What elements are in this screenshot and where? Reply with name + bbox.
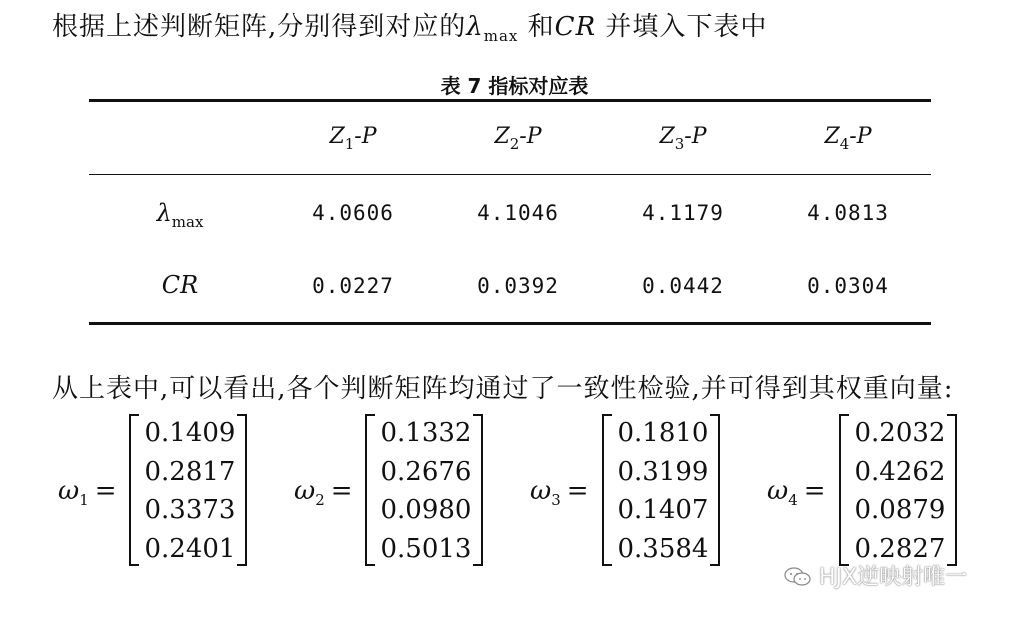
weight-vector-4 [839, 414, 957, 562]
left-bracket [365, 414, 375, 566]
table-bottom-rule [89, 322, 931, 325]
intro-mid: 和 [527, 12, 555, 42]
vector-entry: 0.3584 [617, 533, 709, 564]
vector-entry: 0.1332 [380, 418, 472, 448]
table-cell: 4.0606 [312, 201, 394, 225]
vector-entry: 0.2827 [854, 533, 946, 564]
right-bracket [710, 414, 720, 566]
right-bracket [473, 414, 483, 566]
vector-entry: 0.2676 [380, 456, 472, 487]
right-bracket [947, 414, 957, 566]
table-cell: 0.0392 [477, 274, 559, 298]
table-cell: 4.1179 [642, 201, 724, 225]
weight-vector-3 [602, 414, 720, 562]
table-top-rule [89, 99, 931, 102]
vector-entry: 0.2401 [144, 533, 236, 564]
table-cell: 0.0304 [807, 274, 889, 298]
left-bracket [839, 414, 849, 566]
vector-entry: 0.1409 [144, 418, 236, 448]
weight-vector-2 [365, 414, 483, 562]
vector-entry: 0.2032 [854, 418, 946, 448]
table-mid-rule [89, 174, 931, 175]
right-bracket [237, 414, 247, 566]
vector-entry: 0.2817 [144, 456, 236, 487]
column-header: $Z_2-P$ [494, 124, 542, 153]
vector-entry: 0.3199 [617, 456, 709, 487]
vector-entry: 0.0879 [854, 495, 946, 525]
intro-sentence [52, 6, 767, 45]
intro-prefix: 根据上述判断矩阵,分别得到对应的 [52, 12, 467, 42]
vector-entry: 0.4262 [854, 456, 946, 487]
left-bracket [129, 414, 139, 566]
vector-label: $\omega_3$ = [530, 476, 589, 509]
vector-label: $\omega_4$ = [767, 476, 826, 509]
wechat-icon [783, 566, 813, 588]
watermark-text: HJX逆映射唯一 [819, 565, 968, 590]
vector-entry: 0.0980 [380, 495, 472, 525]
vector-entry: 0.3373 [144, 495, 236, 525]
lambda-subscript: max [483, 27, 519, 45]
vector-entry: 0.1810 [617, 418, 709, 448]
vector-label: $\omega_2$ = [294, 476, 353, 509]
vector-entry: 0.5013 [380, 533, 472, 564]
table-cell: 0.0227 [312, 274, 394, 298]
table-caption: 表 7 指标对应表 [440, 74, 589, 98]
column-header: $Z_3-P$ [659, 124, 707, 153]
cr-symbol: CR [554, 12, 597, 42]
row-header-cr: CR [161, 271, 199, 299]
table-cell: 4.1046 [477, 201, 559, 225]
weight-vector-1 [129, 414, 247, 562]
intro-suffix: 并填入下表中 [605, 12, 768, 42]
vector-label: $\omega_1$ = [58, 476, 117, 509]
left-bracket [602, 414, 612, 566]
lambda-symbol: λ [466, 12, 484, 42]
table-cell: 0.0442 [642, 274, 724, 298]
vector-entry: 0.1407 [617, 495, 709, 525]
table-cell: 4.0813 [807, 201, 889, 225]
row-header-lambda: $\lambda_{max}$ [156, 199, 204, 231]
conclusion-sentence: 从上表中,可以看出,各个判断矩阵均通过了一致性检验,并可得到其权重向量: [52, 374, 954, 404]
column-header: $Z_4-P$ [824, 124, 872, 153]
column-header: $Z_1-P$ [329, 124, 377, 153]
watermark [783, 560, 967, 591]
